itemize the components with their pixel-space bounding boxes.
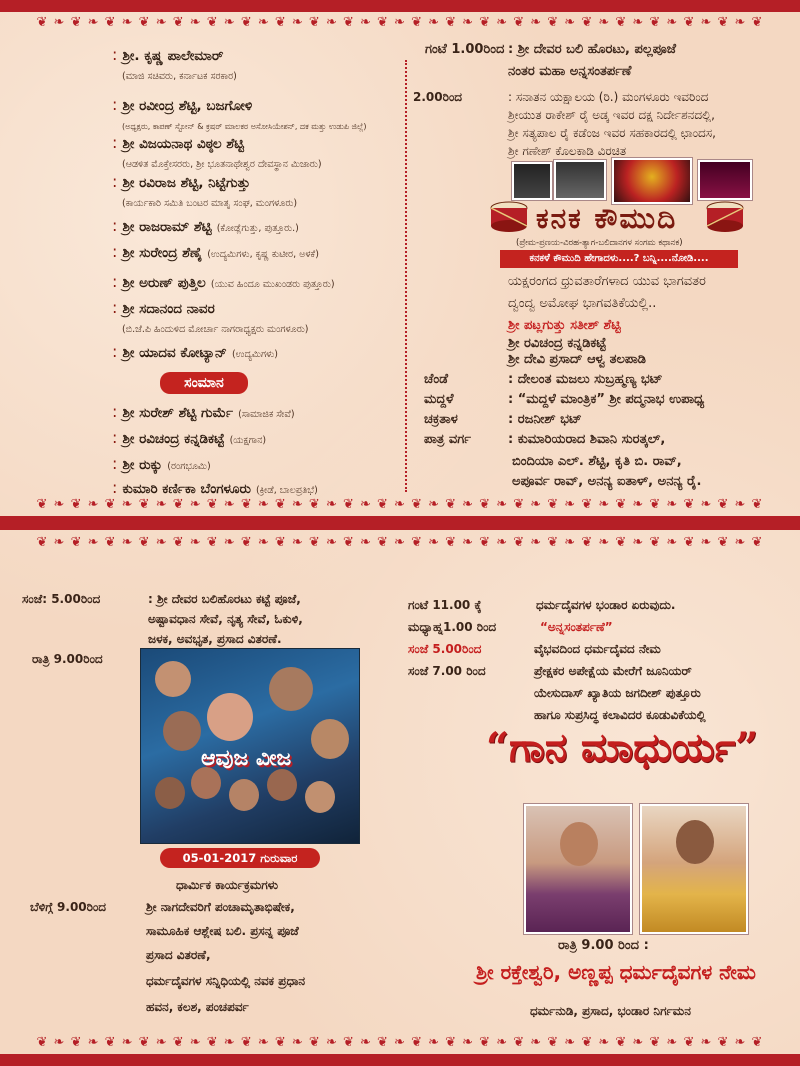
bottom-ornament-border: ❦ ❧ ❦ ❧ ❦ ❧ ❦ ❧ ❦ ❧ ❦ ❧ ❦ ❧ ❦ ❧ ❦ ❧ ❦ ❧ ❦ ❧ ❦ ❧ ❦ ❧ ❦ ❧ ❦ ❧ ❦ ❧ ❦ ❧ ❦ ❧ ❦ ❧ ❦ ❧ ❦ ❧ ❦ (36, 1035, 764, 1050)
yakshagana-photo-2 (554, 160, 606, 200)
program-2pm-line: ಶ್ರೀಯುತ ರಾಕೇಶ್ ರೈ ಅಡ್ಕ ಇವರ ದಕ್ಷ ನಿರ್ದೇಶನದಲ್ಲಿ, (508, 108, 715, 122)
top-border-band (0, 0, 800, 12)
guest-name: ಶ್ರೀ ರವೀಂದ್ರ ಶೆಟ್ಟಿ, ಬಜಗೋಳಿ (122, 98, 253, 114)
morning-line: ಹವನ, ಕಲಶ, ಪಂಚಪರ್ವ (146, 1000, 249, 1014)
guest-name: ಶ್ರೀ ಸುರೇಂದ್ರ ಶೆಣೈ (122, 245, 203, 261)
poster-face (269, 667, 313, 711)
poster-title: ಆವುಜ ವೀಜ (201, 745, 292, 771)
guest-name: ಶ್ರೀ ಸದಾನಂದ ನಾವರ (122, 301, 215, 317)
guest-role: (ಉದ್ಯಮಿಗಳು) (231, 349, 278, 360)
singer-line: ಯಕ್ಷರಂಗದ ಧ್ರುವತಾರೆಗಳಾದ ಯುವ ಭಾಗವತರ (508, 274, 706, 289)
guest-item: : ಶ್ರೀ. ಕೃಷ್ಣ ಪಾಲೇಮಾರ್ (ಮಾಜಿ ಸಚಿವರು, ಕರ್ನಾಟಕ ಸರಕಾರ) (112, 45, 237, 82)
morning-line: ಸಾಮೂಹಿಕ ಆಶ್ಲೇಷ ಬಲಿ. ಪ್ರಸನ್ನ ಪೂಜೆ (146, 924, 299, 938)
music-value: : ಕುಮಾರಿಯರಾದ ಶಿವಾನಿ ಸುರತ್ಕಲ್, (508, 432, 666, 447)
music-value: : ರಜನೀಶ್ ಭಟ್ (508, 412, 582, 427)
honour-badge: ಸಂಮಾನ (160, 372, 248, 394)
music-label: ಚೆಂಡೆ (424, 372, 448, 387)
right-drum-icon (704, 200, 746, 232)
guest-item: : ಶ್ರೀ ವಿಜಯನಾಥ ವಿಠ್ಠಲ ಶೆಟ್ಟಿ (ಆಡಳಿತ ಮೊಕ್ತೇಸರರು, ಶ್ರೀ ಭೂತನಾಥೇಶ್ವರ ದೇವಸ್ಥಾನ ಮಿಜಾರು) (112, 133, 322, 170)
night-time: ರಾತ್ರಿ 9.00 ರಿಂದ : (558, 938, 649, 953)
music-label: ಮದ್ದಳೆ (424, 392, 454, 407)
left-drum-icon (488, 200, 530, 232)
guest-item: : ಶ್ರೀ ರವೀಂದ್ರ ಶೆಟ್ಟಿ, ಬಜಗೋಳಿ (ಅಧ್ಯಕ್ಷರು, ಕಾಪಣ್ ಸ್ಟೋನ್ & ಕ್ರಷರ್ ಮಾಲಕರ ಅಸೋಸಿಯೇಶನ್, ದಕ ಮತ್ತು ಉಡುಪಿ ಜಿಲ್ಲೆ) (112, 95, 367, 131)
program-2pm-line: ಶ್ರೀ ಸತ್ಯಪಾಲ ರೈ ಕಡೆಂಜ ಇವರ ಸಹಕಾರದಲ್ಲಿ ಛಾಂದಸ, (508, 126, 716, 140)
time-1pm-bottom: ಮಧ್ಯಾಹ್ನ1.00 ರಿಂದ (408, 620, 497, 634)
poster-face (163, 711, 201, 751)
religious-programs-title: ಧಾರ್ಮಿಕ ಕಾರ್ಯಕ್ರಮಗಳು (176, 878, 279, 892)
guest-name: ಶ್ರೀ ರವಿರಾಜ ಶೆಟ್ಟಿ, ನಿಟ್ಟೆಗುತ್ತು (122, 175, 251, 191)
honouree-name: ಶ್ರೀ ರವಿಚಂದ್ರ ಕನ್ನಡಿಕಟ್ಟೆ (122, 431, 225, 447)
poster-face (311, 719, 349, 759)
bottom-right-line: ವೈಭವದಿಂದ ಧರ್ಮದೈವದ ನೇಮ (534, 642, 661, 656)
honouree-role: (ಯಕ್ಷಗಾನ) (229, 435, 267, 446)
evening-line: : ಶ್ರೀ ದೇವರ ಬಲಿಹೊರಟು ಕಟ್ಟೆ ಪೂಜೆ, (148, 592, 301, 606)
honouree-role: (ಕ್ರೀಡೆ, ಬಾಲಪ್ರತಿಭೆ) (255, 485, 318, 496)
singer-name: ಶ್ರೀ ರವಿಚಂದ್ರ ಕನ್ನಡಿಕಟ್ಟೆ (508, 336, 607, 351)
program-2pm-line: ಶ್ರೀ ಗಣೇಶ್ ಕೊಲಕಾಡಿ ವಿರಚಿತ (508, 144, 627, 158)
guest-name: ಶ್ರೀ ಯಾದವ ಕೋಟ್ಯಾನ್ (122, 345, 227, 361)
middle-border-band (0, 516, 800, 530)
guest-item: : ಶ್ರೀ ರವಿರಾಜ ಶೆಟ್ಟಿ, ನಿಟ್ಟೆಗುತ್ತು (ಕಾರ್ಯಕಾರಿ ಸಮಿತಿ ಬಂಟರ ಮಾತೃ ಸಂಘ, ಮಂಗಳೂರು) (112, 172, 298, 209)
time-2pm: 2.00ರಿಂದ (413, 90, 463, 104)
singer-photo-female (524, 804, 632, 934)
honouree-name: ಕುಮಾರಿ ಕರ್ಣಿಕಾ ಬೆಂಗಳೂರು (122, 481, 251, 497)
program-2pm-line: : ಸನಾತನ ಯಕ್ಷಾಲಯ (ರಿ.) ಮಂಗಳೂರು ಇವರಿಂದ (508, 90, 709, 104)
honouree-item: : ಶ್ರೀ ರುಕ್ಕು (ರಂಗಭೂಮಿ) (112, 454, 211, 473)
mid-ornament-border-2: ❦ ❧ ❦ ❧ ❦ ❧ ❦ ❧ ❦ ❧ ❦ ❧ ❦ ❧ ❦ ❧ ❦ ❧ ❦ ❧ ❦ ❧ ❦ ❧ ❦ ❧ ❦ ❧ ❦ ❧ ❦ ❧ ❦ ❧ ❦ ❧ ❦ ❧ ❦ ❧ ❦ ❧ ❦ (36, 535, 764, 550)
program-1pm-line1: : ಶ್ರೀ ದೇವರ ಬಲಿ ಹೊರಟು, ಪಲ್ಲಪೂಜೆ (508, 42, 677, 57)
show-title: ಕನಕ ಕೌಮುದಿ (536, 202, 678, 235)
singer-name: ಶ್ರೀ ಪಟ್ಲಗುತ್ತು ಸತೀಶ್ ಶೆಟ್ಟಿ (508, 318, 621, 333)
guest-item: : ಶ್ರೀ ಸದಾನಂದ ನಾವರ (ಬಿ.ಜೆ.ಪಿ ಹಿಂದುಳಿದ ಮೋರ್ಚಾ ನಾಗರಾಧ್ಯಕ್ಷರು ಮಂಗಳೂರು) (112, 298, 309, 335)
evening-line: ಜಳಕ, ಅವಭೃತ, ಪ್ರಸಾದ ವಿತರಣೆ. (148, 632, 282, 646)
honouree-item: : ಶ್ರೀ ಸುರೇಶ್ ಶೆಟ್ಟಿ ಗುರ್ಮೆ (ಸಾಮಾಜಿಕ ಸೇವೆ) (112, 402, 295, 421)
morning-line: ಪ್ರಸಾದ ವಿತರಣೆ, (146, 948, 211, 962)
guest-role: (ಅಧ್ಯಕ್ಷರು, ಕಾಪಣ್ ಸ್ಟೋನ್ & ಕ್ರಷರ್ ಮಾಲಕರ ಅಸೋಸಿಯೇಶನ್, ದಕ ಮತ್ತು ಉಡುಪಿ ಜಿಲ್ಲೆ) (122, 122, 367, 131)
singer-line: ದ್ವಂದ್ವ ಅಮೋಘ ಭಾಗವತಿಕೆಯಲ್ಲಿ.. (508, 296, 657, 311)
honouree-name: ಶ್ರೀ ಸುರೇಶ್ ಶೆಟ್ಟಿ ಗುರ್ಮೆ (122, 405, 233, 421)
time-11am: ಗಂಟೆ 11.00 ಕ್ಕೆ (408, 598, 482, 612)
guest-item: : ಶ್ರೀ ಯಾದವ ಕೋಟ್ಯಾನ್ (ಉದ್ಯಮಿಗಳು) (112, 342, 278, 361)
morning-line: ಶ್ರೀ ನಾಗದೇವರಿಗೆ ಪಂಚಾಮೃತಾಭಿಷೇಕ, (146, 900, 295, 914)
drama-poster (140, 648, 360, 844)
singer-name: ಶ್ರೀ ದೇವಿ ಪ್ರಸಾದ್ ಆಳ್ವ ತಲಪಾಡಿ (508, 352, 646, 367)
guest-item: : ಶ್ರೀ ರಾಜರಾಮ್ ಶೆಟ್ಟಿ (ಕೋಡ್ಲೆಗುತ್ತು, ಪುತ್ತೂರು.) (112, 216, 299, 235)
poster-face (155, 661, 191, 697)
guest-role: (ಬಿ.ಜೆ.ಪಿ ಹಿಂದುಳಿದ ಮೋರ್ಚಾ ನಾಗರಾಧ್ಯಕ್ಷರು ಮಂಗಳೂರು) (122, 324, 309, 335)
guest-role: (ಉದ್ಯಮಿಗಳು, ಕೃಷ್ಣ ಕುಟೀರ, ಅಳಕೆ) (207, 249, 319, 260)
guest-name: ಶ್ರೀ ಅರುಣ್ ಪುತ್ತಿಲ (122, 275, 206, 291)
guest-role: (ಯುವ ಹಿಂದೂ ಮುಖಂಡರು ಪುತ್ತೂರು) (210, 279, 335, 290)
time-5pm: ಸಂಜೆ: 5.00ರಿಂದ (22, 592, 101, 606)
mid-ornament-border-1: ❦ ❧ ❦ ❧ ❦ ❧ ❦ ❧ ❦ ❧ ❦ ❧ ❦ ❧ ❦ ❧ ❦ ❧ ❦ ❧ ❦ ❧ ❦ ❧ ❦ ❧ ❦ ❧ ❦ ❧ ❦ ❧ ❦ ❧ ❦ ❧ ❦ ❧ ❦ ❧ ❦ ❧ ❦ (36, 497, 764, 512)
time-9pm: ರಾತ್ರಿ 9.00ರಿಂದ (32, 652, 103, 666)
cast-line: ಬಿಂದಿಯಾ ಎಲ್. ಶೆಟ್ಟಿ, ಕೃತಿ ಬಿ. ರಾವ್, (512, 454, 682, 469)
bottom-border-band (0, 1054, 800, 1066)
concert-title: “ಗಾನ ಮಾಧುರ್ಯ” (486, 724, 759, 771)
music-label: ಪಾತ್ರ ವರ್ಗ (424, 432, 471, 447)
music-label: ಚಕ್ರತಾಳ (424, 412, 458, 427)
guest-name: ಶ್ರೀ. ಕೃಷ್ಣ ಪಾಲೇಮಾರ್ (122, 48, 224, 64)
guest-item: : ಶ್ರೀ ಅರುಣ್ ಪುತ್ತಿಲ (ಯುವ ಹಿಂದೂ ಮುಖಂಡರು ಪುತ್ತೂರು) (112, 272, 335, 291)
guest-item: : ಶ್ರೀ ಸುರೇಂದ್ರ ಶೆಣೈ (ಉದ್ಯಮಿಗಳು, ಕೃಷ್ಣ ಕುಟೀರ, ಅಳಕೆ) (112, 242, 319, 261)
singer-photo-male (640, 804, 748, 934)
guest-role: (ಆಡಳಿತ ಮೊಕ್ತೇಸರರು, ಶ್ರೀ ಭೂತನಾಥೇಶ್ವರ ದೇವಸ್ಥಾನ ಮಿಜಾರು) (122, 159, 322, 170)
time-1pm: ಗಂಟೆ 1.00ರಿಂದ (425, 42, 505, 57)
time-5pm-bottom: ಸಂಜೆ 5.00ರಿಂದ (408, 642, 482, 656)
guest-name: ಶ್ರೀ ರಾಜರಾಮ್ ಶೆಟ್ಟಿ (122, 219, 212, 235)
poster-face (207, 693, 253, 741)
bottom-right-line: ಹಾಗೂ ಸುಪ್ರಸಿದ್ಧ ಕಲಾವಿದರ ಕೂಡುವಿಕೆಯಲ್ಲಿ (534, 708, 706, 722)
bottom-right-line: ಧರ್ಮದೈವಗಳ ಭಂಡಾರ ಏರುವುದು. (536, 598, 676, 612)
guest-role: (ಮಾಜಿ ಸಚಿವರು, ಕರ್ನಾಟಕ ಸರಕಾರ) (122, 71, 237, 82)
nema-subtitle: ಧರ್ಮನುಡಿ, ಪ್ರಸಾದ, ಭಂಡಾರ ನಿರ್ಗಮನ (530, 1004, 691, 1018)
evening-line: ಅಷ್ಟಾವಧಾನ ಸೇವೆ, ನೃತ್ಯ ಸೇವೆ, ಓಕುಳಿ, (148, 612, 303, 626)
time-9am: ಬೆಳಿಗ್ಗೆ 9.00ರಿಂದ (30, 900, 107, 914)
yakshagana-photo-3 (612, 158, 692, 204)
nema-title: ಶ್ರೀ ರಕ್ತೇಶ್ವರಿ, ಅಣ್ಣಪ್ಪ ಧರ್ಮದೈವಗಳ ನೇಮ (476, 960, 756, 984)
cast-line: ಅಪೂರ್ವ ರಾವ್, ಅನನ್ಯ ಐತಾಳ್, ಅನನ್ಯ ರೈ. (512, 474, 702, 489)
date-badge: 05-01-2017 ಗುರುವಾರ (160, 848, 320, 868)
show-banner: ಕನಕಳೆ ಕೌಮುದಿ ಹೇಗಾದಳು....? ಬನ್ನಿ....ನೋಡಿ.... (500, 250, 738, 268)
yakshagana-photo-1 (512, 162, 552, 200)
bottom-right-line: ಪ್ರೇಕ್ಷಕರ ಅಪೇಕ್ಷೆಯ ಮೇರೆಗೆ ಜೂನಿಯರ್ (534, 664, 692, 678)
music-value: : ದೇಲಂತ ಮಜಲು ಸುಬ್ರಹ್ಮಣ್ಯ ಭಟ್ (508, 372, 663, 387)
bottom-right-line: “ಅನ್ನಸಂತರ್ಪಣೆ” (540, 620, 613, 634)
guest-role: (ಕೋಡ್ಲೆಗುತ್ತು, ಪುತ್ತೂರು.) (216, 223, 299, 234)
morning-line: ಧರ್ಮದೈವಗಳ ಸನ್ನಿಧಿಯಲ್ಲಿ ನವಕ ಪ್ರಧಾನ (146, 974, 306, 988)
honouree-item: : ಕುಮಾರಿ ಕರ್ಣಿಕಾ ಬೆಂಗಳೂರು (ಕ್ರೀಡೆ, ಬಾಲಪ್ರತಿಭೆ) (112, 478, 318, 497)
poster-crowd (155, 767, 345, 827)
time-7pm: ಸಂಜೆ 7.00 ರಿಂದ (408, 664, 486, 678)
honouree-role: (ರಂಗಭೂಮಿ) (167, 461, 211, 472)
top-ornament-border: ❦ ❧ ❦ ❧ ❦ ❧ ❦ ❧ ❦ ❧ ❦ ❧ ❦ ❧ ❦ ❧ ❦ ❧ ❦ ❧ ❦ ❧ ❦ ❧ ❦ ❧ ❦ ❧ ❦ ❧ ❦ ❧ ❦ ❧ ❦ ❧ ❦ ❧ ❦ ❧ ❦ ❧ ❦ (36, 15, 764, 30)
honouree-name: ಶ್ರೀ ರುಕ್ಕು (122, 457, 163, 473)
bottom-right-line: ಯೇಸುದಾಸ್ ಖ್ಯಾತಿಯ ಜಗದೀಶ್ ಪುತ್ತೂರು (534, 686, 701, 700)
show-subtitle: (ಪ್ರೇಮ-ಪ್ರಣಯ-ವಿರಹ-ತ್ಯಾಗ-ಬಲಿದಾನಗಳ ಸಂಗಮ ಕಥಾನಕ) (516, 238, 683, 248)
yakshagana-photo-4 (698, 160, 752, 200)
honouree-role: (ಸಾಮಾಜಿಕ ಸೇವೆ) (238, 409, 295, 420)
program-1pm-line2: ನಂತರ ಮಹಾ ಅನ್ನಸಂತರ್ಪಣೆ (508, 64, 632, 79)
honouree-item: : ಶ್ರೀ ರವಿಚಂದ್ರ ಕನ್ನಡಿಕಟ್ಟೆ (ಯಕ್ಷಗಾನ) (112, 428, 267, 447)
guest-name: ಶ್ರೀ ವಿಜಯನಾಥ ವಿಠ್ಠಲ ಶೆಟ್ಟಿ (122, 136, 245, 152)
music-value: : “ಮದ್ದಳೆ ಮಾಂತ್ರಿಕ” ಶ್ರೀ ಪದ್ಮನಾಭ ಉಪಾಧ್ಯ (508, 392, 705, 407)
guest-role: (ಕಾರ್ಯಕಾರಿ ಸಮಿತಿ ಬಂಟರ ಮಾತೃ ಸಂಘ, ಮಂಗಳೂರು) (122, 198, 298, 209)
top-column-divider (405, 60, 407, 492)
